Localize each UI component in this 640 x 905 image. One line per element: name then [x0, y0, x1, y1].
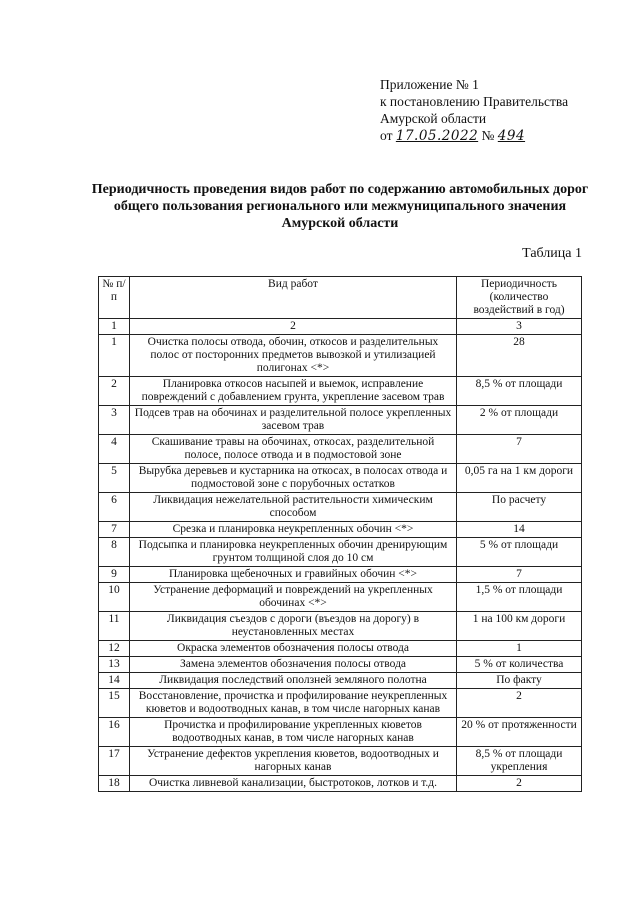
row-periodicity: 0,05 га на 1 км дороги [457, 464, 582, 493]
header-work-type: Вид работ [130, 277, 457, 319]
row-periodicity: 28 [457, 335, 582, 377]
row-number: 5 [99, 464, 130, 493]
row-work-type: Устранение деформаций и повреждений на укрепленных обочинах <*> [130, 583, 457, 612]
row-work-type: Вырубка деревьев и кустарника на откосах, в полосах отвода и подмостовой зоне с порубочных остатков [130, 464, 457, 493]
table-row [99, 522, 582, 538]
table-row [99, 377, 582, 406]
row-work-type: Устранение дефектов укрепления кюветов, водоотводных и нагорных канав [130, 747, 457, 776]
row-number: 17 [99, 747, 130, 776]
row-work-type: Скашивание травы на обочинах, откосах, разделительной полосе, полосе отвода и в подмостовой зоне [130, 435, 457, 464]
appendix-line-2: к постановлению Правительства [380, 94, 569, 109]
row-number: 4 [99, 435, 130, 464]
appendix-line-1: Приложение № 1 [380, 77, 479, 92]
table-row [99, 689, 582, 718]
appendix-date-line [380, 127, 568, 145]
row-work-type: Подсев трав на обочинах и разделительной полосе укрепленных засевом трав [130, 406, 457, 435]
row-number: 12 [99, 641, 130, 657]
row-periodicity: 2 [457, 689, 582, 718]
row-work-type: Очистка ливневой канализации, быстротоков, лотков и т.д. [130, 776, 457, 792]
header-number: № п/п [99, 277, 130, 319]
row-work-type: Планировка щебеночных и гравийных обочин <*> [130, 567, 457, 583]
row-periodicity: 5 % от площади [457, 538, 582, 567]
row-work-type: Очистка полосы отвода, обочин, откосов и разделительных полос от посторонних предметов вывозкой и утилизацией полигонах <*> [130, 335, 457, 377]
row-number: 7 [99, 522, 130, 538]
row-number: 1 [99, 335, 130, 377]
row-periodicity: 7 [457, 435, 582, 464]
row-work-type: Прочистка и профилирование укрепленных кюветов водоотводных канав, в том числе нагорных канав [130, 718, 457, 747]
row-periodicity: 2 [457, 776, 582, 792]
row-work-type: Срезка и планировка неукрепленных обочин <*> [130, 522, 457, 538]
row-periodicity: 2 % от площади [457, 406, 582, 435]
column-number-2: 2 [130, 319, 457, 335]
row-number: 10 [99, 583, 130, 612]
column-number-3: 3 [457, 319, 582, 335]
row-number: 11 [99, 612, 130, 641]
table-row [99, 747, 582, 776]
row-number: 6 [99, 493, 130, 522]
row-periodicity: 20 % от протяженности [457, 718, 582, 747]
row-periodicity: 8,5 % от площади [457, 377, 582, 406]
row-periodicity: 1 [457, 641, 582, 657]
header-periodicity: Периодичность (количество воздействий в год) [457, 277, 582, 319]
row-periodicity: 7 [457, 567, 582, 583]
row-periodicity: 14 [457, 522, 582, 538]
row-periodicity: 5 % от количества [457, 657, 582, 673]
row-number: 14 [99, 673, 130, 689]
table-row [99, 464, 582, 493]
table-row [99, 673, 582, 689]
row-number: 2 [99, 377, 130, 406]
handwritten-date: 17.05.2022 [395, 128, 479, 144]
handwritten-number: 494 [497, 128, 526, 144]
table-column-numbers-row [99, 319, 582, 335]
row-work-type: Ликвидация нежелательной растительности химическим способом [130, 493, 457, 522]
table-row [99, 567, 582, 583]
document-title: Периодичность проведения видов работ по содержанию автомобильных дорог общего пользования регионального или межмуниципального значения Амурской области [91, 182, 589, 231]
table-label: Таблица 1 [522, 246, 582, 261]
row-periodicity: По факту [457, 673, 582, 689]
table-row [99, 583, 582, 612]
table-body [99, 335, 582, 792]
table-row [99, 718, 582, 747]
table-row [99, 641, 582, 657]
row-periodicity: По расчету [457, 493, 582, 522]
table-row [99, 612, 582, 641]
row-number: 3 [99, 406, 130, 435]
date-prefix: от [380, 128, 393, 143]
row-periodicity: 1 на 100 км дороги [457, 612, 582, 641]
row-number: 8 [99, 538, 130, 567]
table-row [99, 538, 582, 567]
row-number: 13 [99, 657, 130, 673]
row-work-type: Ликвидация последствий оползней земляного полотна [130, 673, 457, 689]
row-work-type: Окраска элементов обозначения полосы отвода [130, 641, 457, 657]
row-number: 18 [99, 776, 130, 792]
column-number-1: 1 [99, 319, 130, 335]
row-work-type: Замена элементов обозначения полосы отвода [130, 657, 457, 673]
row-work-type: Ликвидация съездов с дороги (въездов на дорогу) в неустановленных местах [130, 612, 457, 641]
table-row [99, 335, 582, 377]
appendix-line-3: Амурской области [380, 111, 487, 126]
appendix-block [380, 76, 568, 145]
works-table [98, 276, 582, 792]
row-work-type: Восстановление, прочистка и профилирование неукрепленных кюветов и водоотводных канав, в том числе нагорных канав [130, 689, 457, 718]
table-row [99, 406, 582, 435]
number-prefix: № [481, 128, 495, 143]
row-periodicity: 1,5 % от площади [457, 583, 582, 612]
table-row [99, 493, 582, 522]
table-row [99, 776, 582, 792]
row-work-type: Планировка откосов насыпей и выемок, исправление повреждений с добавлением грунта, укрепление засевом трав [130, 377, 457, 406]
row-number: 15 [99, 689, 130, 718]
row-periodicity: 8,5 % от площади укрепления [457, 747, 582, 776]
row-number: 9 [99, 567, 130, 583]
row-work-type: Подсыпка и планировка неукрепленных обочин дренирующим грунтом толщиной слоя до 10 см [130, 538, 457, 567]
table-row [99, 657, 582, 673]
table-row [99, 435, 582, 464]
table-header-row [99, 277, 582, 319]
row-number: 16 [99, 718, 130, 747]
